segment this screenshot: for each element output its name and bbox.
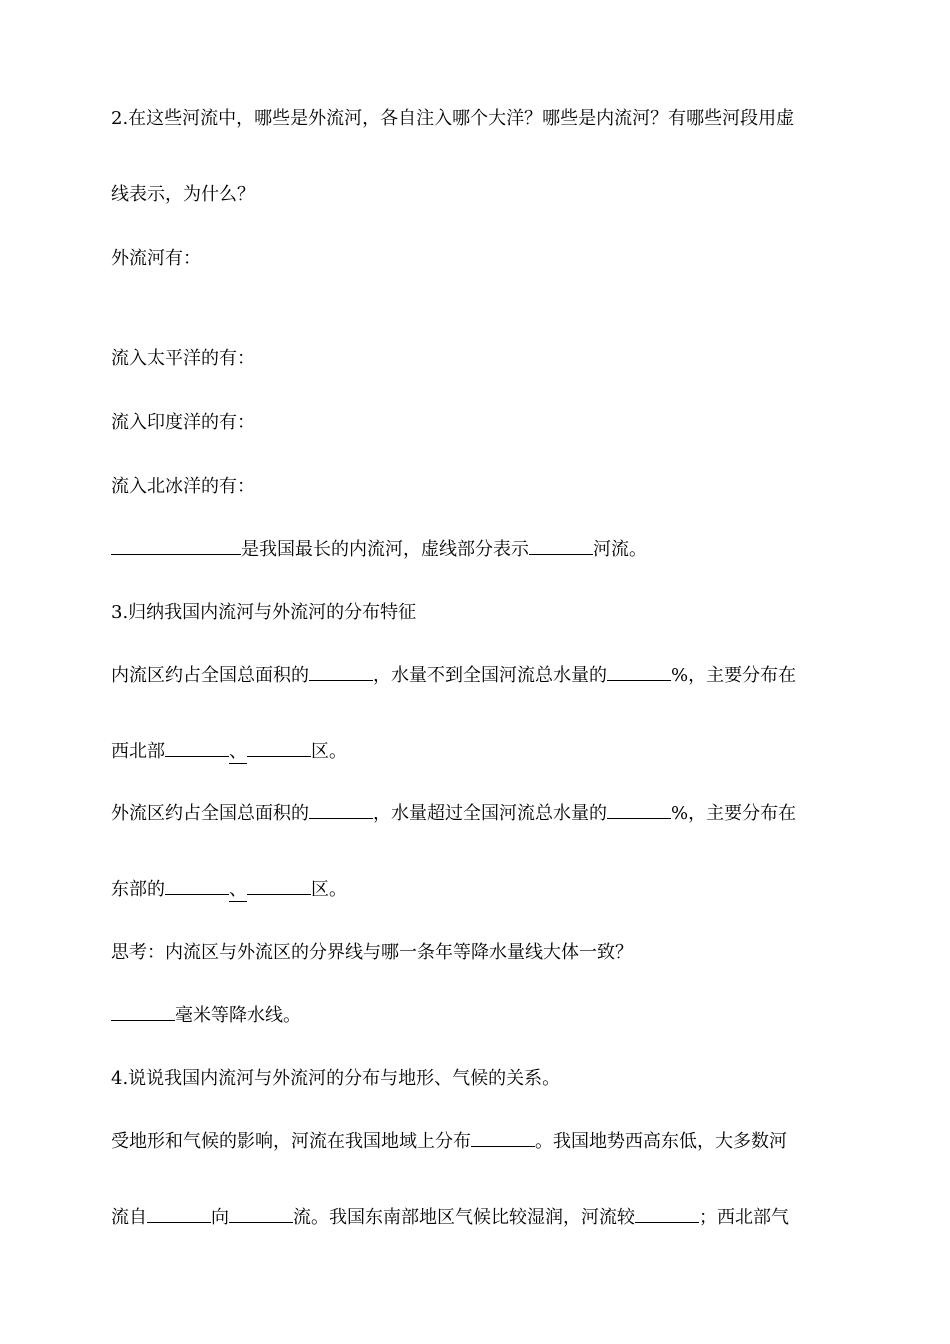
q4-paragraph-line-2 [111, 1206, 789, 1229]
text: %，主要分布在 [671, 665, 797, 686]
answer-blank[interactable] [111, 1004, 175, 1021]
outflow-area-line [111, 802, 796, 825]
q4-paragraph-line-1 [111, 1130, 787, 1153]
text: ，水量不到全国河流总水量的 [373, 665, 607, 686]
text: ，水量超过全国河流总水量的 [373, 803, 607, 824]
text: 区。 [311, 741, 347, 762]
text: 河流。 [593, 539, 647, 560]
answer-blank[interactable] [607, 664, 671, 681]
indian-rivers-label: 流入印度洋的有： [111, 412, 255, 433]
text: %，主要分布在 [671, 803, 797, 824]
separator: 、 [229, 741, 247, 762]
answer-blank[interactable] [229, 1206, 293, 1223]
text: ；西北部气 [699, 1207, 789, 1228]
arctic-rivers-label: 流入北冰洋的有： [111, 476, 255, 497]
inland-region-line [111, 740, 347, 764]
think-question: 思考：内流区与外流区的分界线与哪一条年等降水量线大体一致？ [111, 942, 633, 963]
outflow-rivers-label: 外流河有： [111, 248, 201, 269]
answer-blank[interactable] [309, 802, 373, 819]
answer-blank[interactable] [247, 740, 311, 757]
separator: 、 [229, 879, 247, 900]
text: 内流区约占全国总面积的 [111, 665, 309, 686]
text: 是我国最长的内流河，虚线部分表示 [241, 539, 529, 560]
text: 。我国地势西高东低，大多数河 [535, 1131, 787, 1152]
inland-area-line [111, 664, 796, 687]
text: 区。 [311, 879, 347, 900]
answer-blank[interactable] [309, 664, 373, 681]
text: 西北部 [111, 741, 165, 762]
answer-blank[interactable] [165, 878, 229, 895]
answer-blank[interactable] [165, 740, 229, 757]
answer-blank[interactable] [635, 1206, 699, 1223]
answer-blank[interactable] [147, 1206, 211, 1223]
outflow-region-line [111, 878, 347, 902]
text: 外流区约占全国总面积的 [111, 803, 309, 824]
q2-question-line-1: 2.在这些河流中，哪些是外流河，各自注入哪个大洋？哪些是内流河？有哪些河段用虚 [111, 108, 795, 129]
text: 向 [211, 1207, 229, 1228]
text: 流自 [111, 1207, 147, 1228]
answer-blank[interactable] [607, 802, 671, 819]
text: 流。我国东南部地区气候比较湿润，河流较 [293, 1207, 635, 1228]
answer-blank[interactable] [471, 1130, 535, 1147]
longest-inland-river-line [111, 538, 647, 561]
q3-heading: 3.归纳我国内流河与外流河的分布特征 [111, 602, 417, 623]
q2-question-line-2: 线表示，为什么？ [111, 184, 255, 205]
q4-heading: 4.说说我国内流河与外流河的分布与地形、气候的关系。 [111, 1068, 561, 1089]
isohyet-line [111, 1004, 301, 1027]
answer-blank[interactable] [111, 538, 241, 555]
text: 受地形和气候的影响，河流在我国地域上分布 [111, 1131, 471, 1152]
answer-blank[interactable] [529, 538, 593, 555]
pacific-rivers-label: 流入太平洋的有： [111, 348, 255, 369]
text: 东部的 [111, 879, 165, 900]
answer-blank[interactable] [247, 878, 311, 895]
text: 毫米等降水线。 [175, 1005, 301, 1026]
